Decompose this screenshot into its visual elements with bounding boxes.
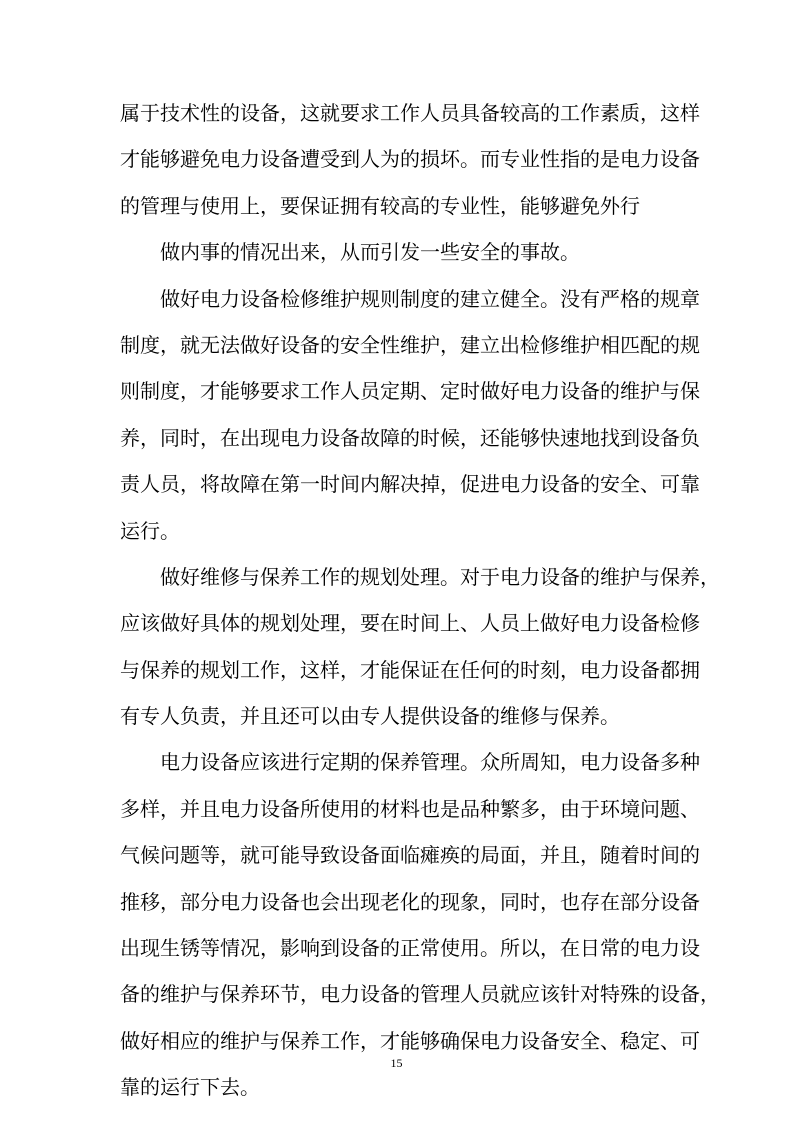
text-line: 做好电力设备检修维护规则制度的建立健全。没有严格的规章 [160,286,700,311]
page-number: 15 [390,1056,403,1070]
text-line: 责人员，将故障在第一时间内解决掉，促进电力设备的安全、可靠 [120,472,700,497]
text-line: 出现生锈等情况，影响到设备的正常使用。所以，在日常的电力设 [120,936,700,961]
text-line: 备的维护与保养环节，电力设备的管理人员就应该针对特殊的设备， [120,982,720,1007]
body-text [120,90,720,1111]
text-line: 做好相应的维护与保养工作，才能够确保电力设备安全、稳定、可 [120,1028,700,1053]
text-line: 应该做好具体的规划处理，要在时间上、人员上做好电力设备检修 [120,611,700,636]
text-line: 的管理与使用上，要保证拥有较高的专业性，能够避免外行 [120,193,640,218]
text-line: 则制度，才能够要求工作人员定期、定时做好电力设备的维护与保 [120,379,700,404]
text-line: 多样，并且电力设备所使用的材料也是品种繁多，由于环境问题、 [120,796,700,821]
text-line: 运行。 [120,518,180,543]
text-line: 才能够避免电力设备遭受到人为的损坏。而专业性指的是电力设备 [120,147,700,172]
text-line: 养，同时，在出现电力设备故障的时候，还能够快速地找到设备负 [120,425,700,450]
text-line: 有专人负责，并且还可以由专人提供设备的维修与保养。 [120,704,620,729]
text-line: 做好维修与保养工作的规划处理。对于电力设备的维护与保养， [160,564,720,589]
text-line: 属于技术性的设备，这就要求工作人员具备较高的工作素质，这样 [120,101,700,125]
text-line: 气候问题等，就可能导致设备面临瘫痪的局面，并且，随着时间的 [120,843,700,868]
text-line: 推移，部分电力设备也会出现老化的现象，同时，也存在部分设备 [120,889,700,914]
text-line: 靠的运行下去。 [120,1075,260,1100]
text-line: 与保养的规划工作，这样，才能保证在任何的时刻，电力设备都拥 [120,657,700,682]
text-line: 做内事的情况出来，从而引发一些安全的事故。 [160,240,580,265]
text-line: 电力设备应该进行定期的保养管理。众所周知，电力设备多种 [160,750,700,775]
text-line: 制度，就无法做好设备的安全性维护，建立出检修维护相匹配的规 [120,332,700,357]
